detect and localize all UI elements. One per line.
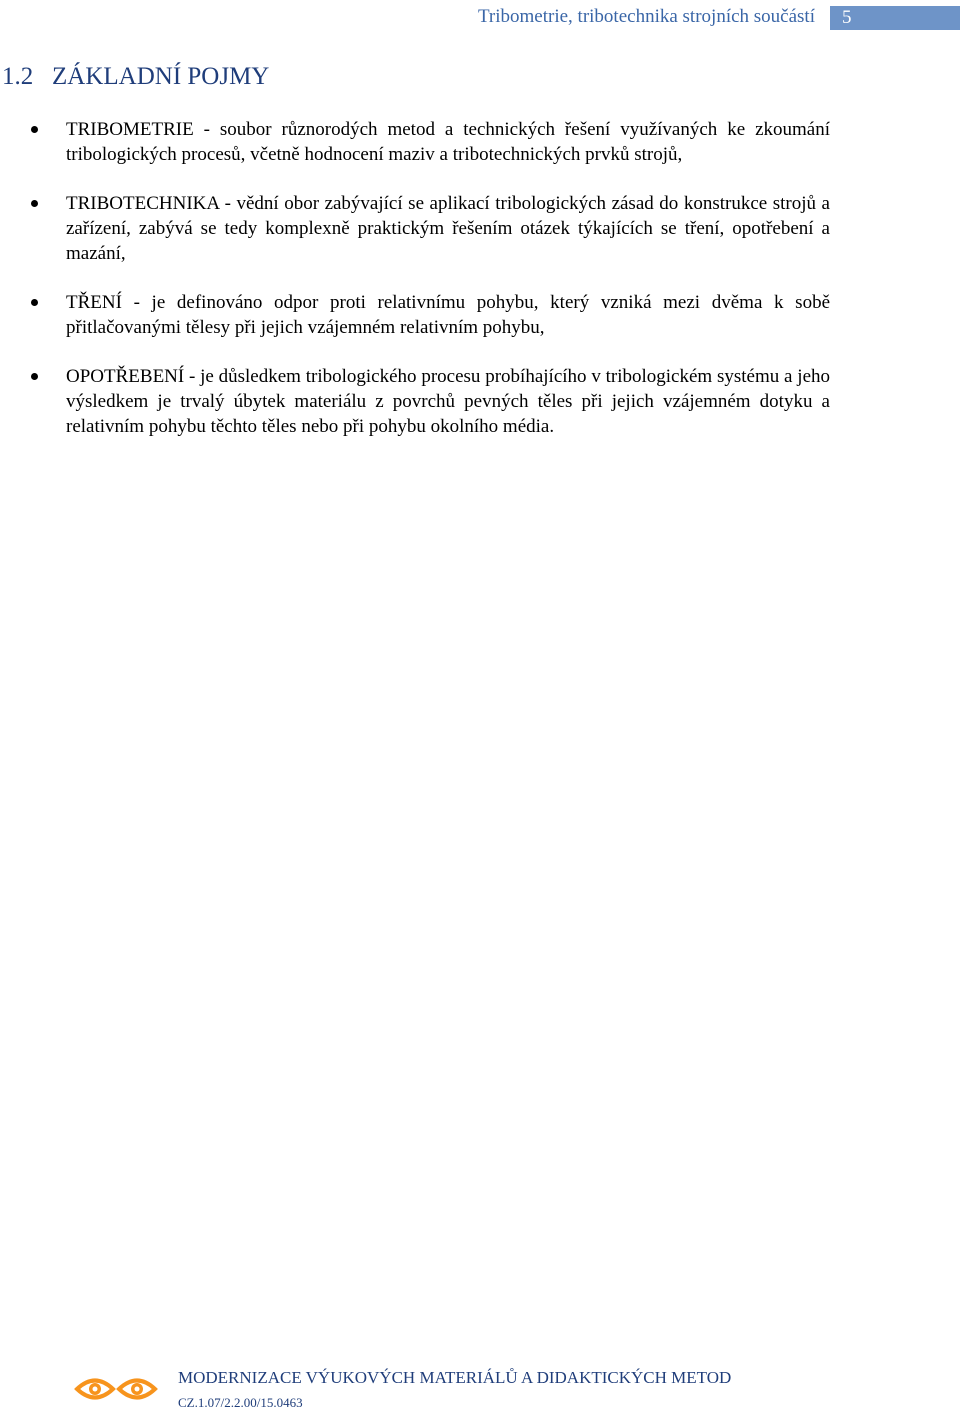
eyes-logo-icon — [74, 1368, 158, 1415]
page-number: 5 — [842, 7, 852, 28]
list-item-text: TŘENÍ - je definováno odpor proti relativnímu pohybu, který vzniká mezi dvěma k sobě přitlačovanými tělesy při jejich vzájemném relativním pohybu, — [66, 292, 830, 338]
footer-project-title: MODERNIZACE VÝUKOVÝCH MATERIÁLŮ A DIDAKTICKÝCH METOD — [178, 1368, 732, 1387]
list-item — [66, 364, 830, 439]
list-item — [66, 191, 830, 266]
list-item-text: OPOTŘEBENÍ - je důsledkem tribologického procesu probíhajícího v tribologickém systému a jeho výsledkem je trvalý úbytek materiálu z povrchů pevných těles při jejich vzájemném dotyku a relativním pohybu těchto těles nebo při pohybu okolního média. — [66, 366, 830, 437]
section-title: ZÁKLADNÍ POJMY — [52, 63, 270, 90]
section-number: 1.2 — [2, 63, 34, 90]
bullet-icon — [31, 126, 38, 133]
list-item — [66, 290, 830, 340]
bullet-icon — [31, 373, 38, 380]
list-item-text: TRIBOMETRIE - soubor různorodých metod a technických řešení využívaných ke zkoumání tribologických procesů, včetně hodnocení maziv a tribotechnických prvků strojů, — [66, 119, 830, 165]
page-number-box — [830, 6, 960, 30]
list-item-text: TRIBOTECHNIKA - vědní obor zabývající se aplikací tribologických zásad do konstrukce strojů a zařízení, zabývá se tedy komplexně praktickým řešením otázek týkajících se tření, opotřebení a mazání, — [66, 193, 830, 264]
list-item — [66, 117, 830, 167]
running-title: Tribometrie, tribotechnika strojních součástí — [477, 6, 815, 27]
bullet-icon — [31, 299, 38, 306]
section-heading — [2, 63, 269, 91]
definition-list — [0, 117, 960, 463]
footer-project-code: CZ.1.07/2.2.00/15.0463 — [178, 1395, 303, 1410]
bullet-icon — [31, 200, 38, 207]
